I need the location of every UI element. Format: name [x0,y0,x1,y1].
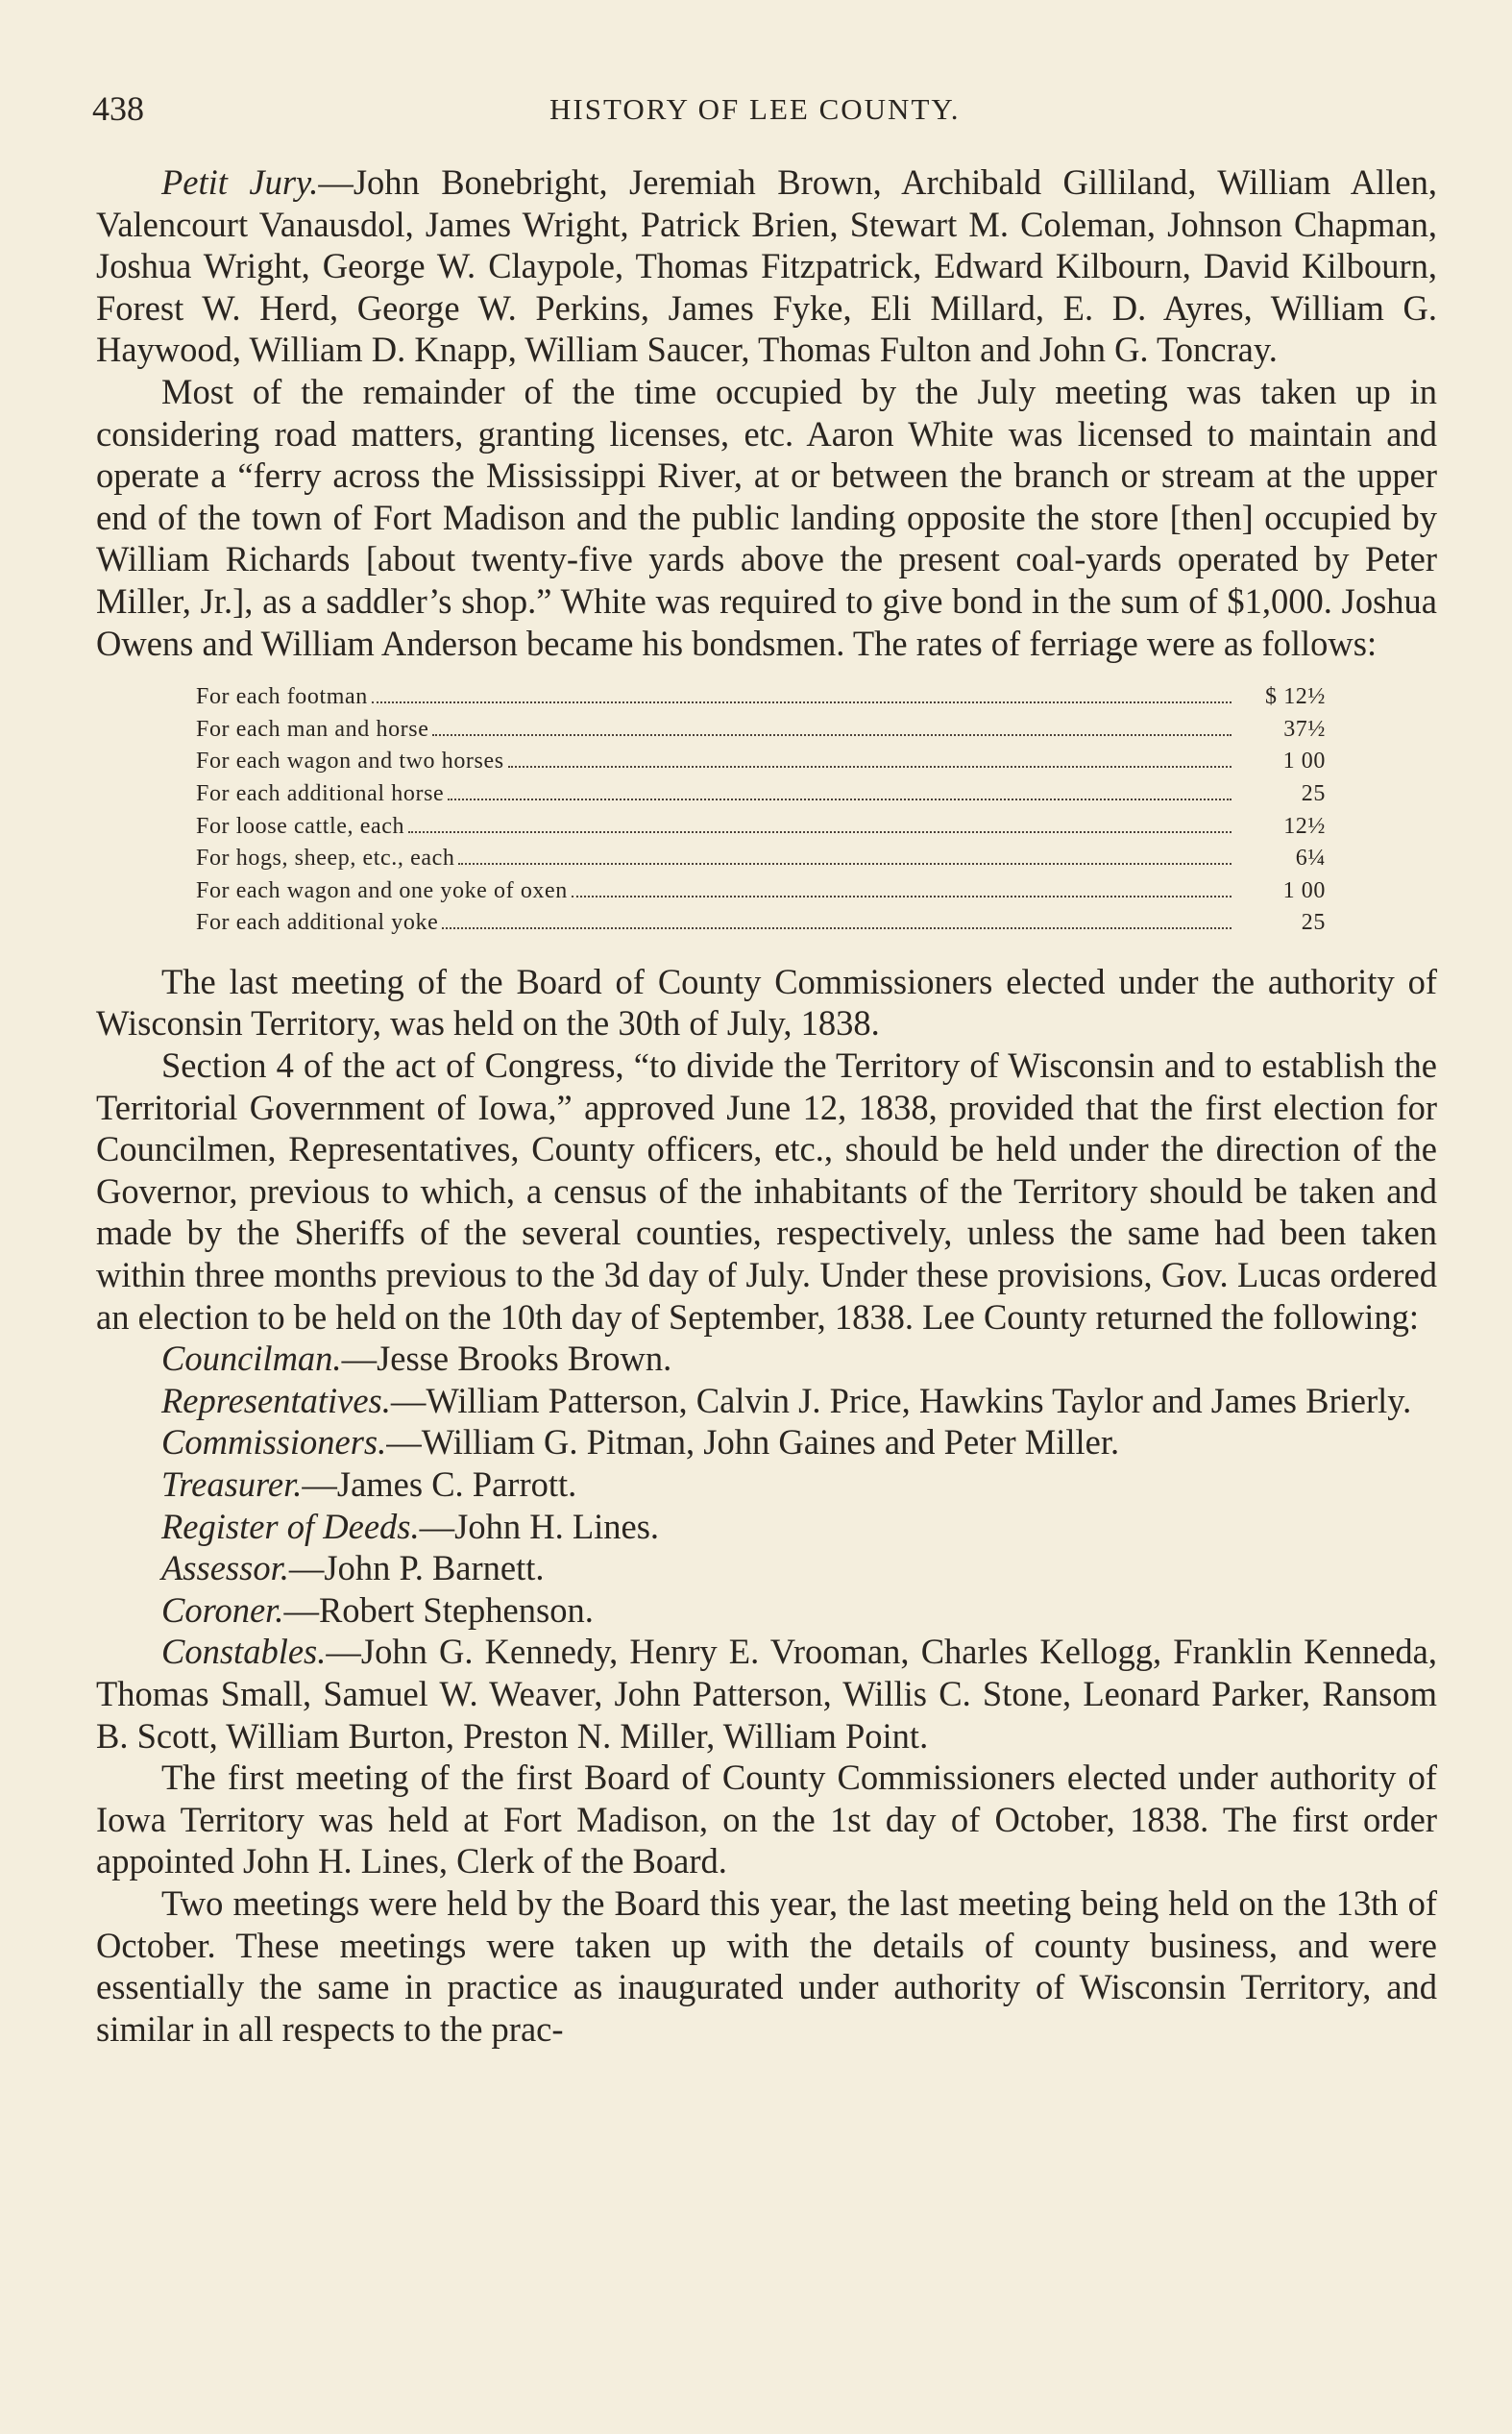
rate-amount: $ 12½ [1265,684,1326,710]
ferriage-rate-row [196,843,1326,875]
office-title: Councilman. [161,1339,342,1379]
office-holders: —William G. Pitman, John Gaines and Peter Miller. [386,1422,1120,1463]
first-meeting-paragraph: The first meeting of the first Board of County Commissioners elected under authority of Iowa Territory was held at Fort Madison, on the 1st day of October, 1838. The first order appointed John H. Lines, Clerk of the Board. [96,1758,1437,1881]
petit-jury-heading: Petit Jury. [161,162,319,202]
ferriage-rate-row [196,714,1326,747]
officer-entry [96,1421,1437,1463]
office-holders: —Jesse Brooks Brown. [341,1339,672,1379]
section-4-paragraph: Section 4 of the act of Congress, “to divide the Territory of Wisconsin and to establish the Territorial Government of Iowa,” approved June 12, 1838, provided that the first election for Councilmen, Representatives, County officers, etc., should be held under the direction of the Governor, previous to which, a census of the inhabitants of the Territory should be taken and made by the Sheriffs of the several counties, respectively, unless the same had been taken within three months previous to the 3d day of July. Under these provisions, Gov. Lucas ordered an election to be held on the 10th day of September, 1838. Lee County returned the following: [96,1045,1437,1337]
rate-label: For each man and horse [196,716,429,742]
rate-amount: 1 00 [1282,749,1326,774]
rate-amount: 6¼ [1295,846,1326,872]
ferriage-rate-row [196,746,1326,778]
dot-leader [508,766,1232,768]
two-meetings-paragraph: Two meetings were held by the Board this year, the last meeting being held on the 13th of October. These meetings were taken up with the details of county business, and were essentially the same in practice as inaugurated under authority of Wisconsin Territory, and similar in all respects to the prac- [96,1882,1437,2049]
ferriage-rates-table [196,681,1326,940]
office-title: Representatives. [161,1380,391,1420]
rate-label: For hogs, sheep, etc., each [196,846,455,872]
office-title: Commissioners. [161,1422,387,1463]
office-holders: —John G. Kennedy, Henry E. Vrooman, Charles Kellogg, Franklin Kenneda, Thomas Small, Samuel W. Weaver, John Patterson, Willis C. Stone, Leonard Parker, Ransom B. Scott, William Burton, Preston N. Miller, William Point. [96,1632,1437,1756]
rate-amount: 1 00 [1282,877,1326,903]
office-title: Constables. [161,1632,327,1672]
rate-amount: 37½ [1283,716,1326,742]
rate-label: For each wagon and two horses [196,749,504,774]
officer-entry [96,1547,1437,1589]
officer-entry [96,1631,1437,1757]
office-title: Assessor. [161,1548,289,1588]
rate-label: For loose cattle, each [196,813,405,839]
dot-leader [372,701,1232,703]
body-text [96,161,1437,2050]
petit-jury-paragraph [96,161,1437,371]
office-title: Coroner. [161,1589,284,1630]
dot-leader [432,734,1232,736]
ferriage-rate-row [196,875,1326,908]
rate-amount: 12½ [1283,813,1326,839]
ferriage-rate-row [196,811,1326,844]
office-holders: —Robert Stephenson. [283,1589,594,1630]
dot-leader [458,863,1232,865]
office-title: Treasurer. [161,1464,303,1504]
officer-entry [96,1338,1437,1380]
ferriage-rate-row [196,907,1326,940]
petit-jury-names: —John Bonebright, Jeremiah Brown, Archibald Gilliland, William Allen, Valencourt Vanausdol, James Wright, Patrick Brien, Stewart M. Coleman, Johnson Chapman, Joshua Wright, George W. Claypole, Thomas Fitzpatrick, Edward Kilbourn, David Kilbourn, Forest W. Herd, George W. Perkins, James Fyke, Eli Millard, E. D. Ayres, William G. Haywood, William D. Knapp, William Saucer, Thomas Fulton and John G. Toncray. [96,162,1438,370]
dot-leader [448,799,1232,800]
rate-label: For each wagon and one yoke of oxen [196,877,568,903]
office-holders: —William Patterson, Calvin J. Price, Hawkins Taylor and James Brierly. [390,1380,1412,1420]
officer-entry [96,1380,1437,1422]
rate-label: For each additional horse [196,780,445,806]
office-title: Register of Deeds. [161,1506,420,1546]
rate-amount: 25 [1301,780,1326,806]
dot-leader [572,896,1232,897]
ferry-license-paragraph: Most of the remainder of the time occupied by the July meeting was taken up in considering road matters, granting licenses, etc. Aaron White was licensed to maintain and operate a “ferry across the Mississippi River, at or between the branch or stream at the upper end of the town of Fort Madison and the public landing opposite the store [then] occupied by William Richards [about twenty-five yards above the present coal-yards operated by Peter Miller, Jr.], as a saddler’s shop.” White was required to give bond in the sum of $1,000. Joshua Owens and William Anderson became his bondsmen. The rates of ferriage were as follows: [96,371,1437,663]
officer-entry [96,1589,1437,1632]
office-holders: —John H. Lines. [419,1506,660,1546]
rate-label: For each footman [196,684,368,710]
running-title: HISTORY OF LEE COUNTY. [549,92,961,126]
rate-amount: 25 [1301,910,1326,936]
office-holders: —John P. Barnett. [288,1548,545,1588]
ferriage-rate-row [196,778,1326,811]
ferriage-rate-row [196,681,1326,714]
page-header [92,88,1437,136]
officer-entry [96,1463,1437,1506]
dot-leader [408,831,1232,833]
office-holders: —James C. Parrott. [302,1464,577,1504]
officer-entry [96,1506,1437,1548]
rate-label: For each additional yoke [196,910,439,936]
page-number: 438 [92,89,144,128]
last-meeting-paragraph: The last meeting of the Board of County Commissioners elected under the authority of Wisconsin Territory, was held on the 30th of July, 1838. [96,961,1437,1044]
officers-list [96,1338,1437,1757]
dot-leader [442,927,1232,929]
